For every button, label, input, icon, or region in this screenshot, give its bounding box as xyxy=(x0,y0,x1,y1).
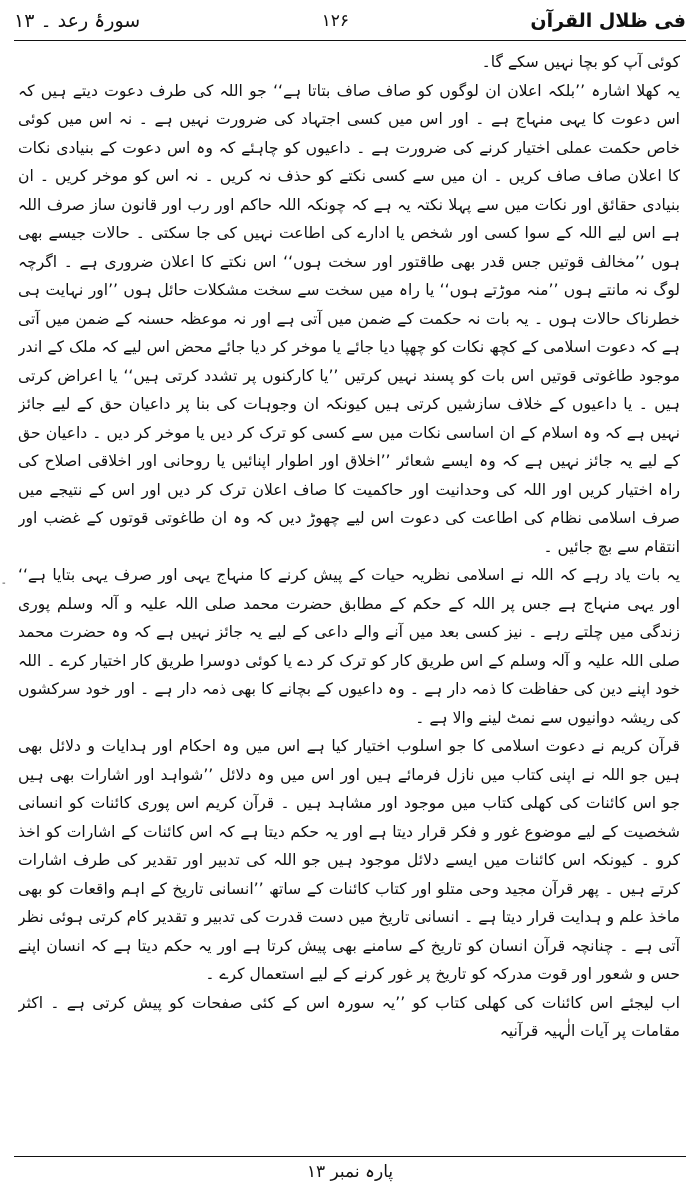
page-body xyxy=(18,48,680,1152)
header-divider xyxy=(14,40,686,41)
para-number: پارہ نمبر ۱۳ xyxy=(306,1162,394,1182)
surah-title: سورۂ رعد ۔ ۱۳ xyxy=(14,10,141,32)
margin-mark: - xyxy=(2,578,6,589)
page-header xyxy=(14,4,686,38)
paragraph-1: کوئی آپ کو بچا نہیں سکے گا۔ xyxy=(481,53,680,71)
paragraph-5: اب لیجئے اس کائنات کی کھلی کتاب کو ’’یہ سورہ اس کے کئی صفحات کو پیش کرتی ہے ۔ اکثر مقامات پر آیات الٰہیہ قرآنیہ xyxy=(18,993,680,1040)
page-footer xyxy=(0,1158,700,1186)
paragraph-4: قرآن کریم نے دعوت اسلامی کا جو اسلوب اختیار کیا ہے اس میں وہ احکام اور ہدایات و دلائل بھی ہیں جو اللہ نے اپنی کتاب میں نازل فرمائے ہیں اور اس میں وہ دلائل ’’شواہد اور اشارات بھی ہیں جو اس کائنات کی کھلی کتاب میں موجود اور مشاہد ہیں ۔ قرآن کریم اس پوری کائنات کو انسانی شخصیت کے لیے موضوع غور و فکر قرار دیتا ہے اور یہ حکم دیتا ہے کہ اس کائنات کے اشارات کو اخذ کرو ۔ کیونکہ اس کائنات میں ایسے دلائل موجود ہیں جو اللہ کی تدبیر اور تقدیر کی طرف اشارات کرتے ہیں ۔ پھر قرآن مجید وحی متلو اور کتاب کائنات کے ساتھ ’’انسانی تاریخ کے اہم واقعات کو بھی ماخذ علم و ہدایت قرار دیتا ہے ۔ انسانی تاریخ میں دست قدرت کی تدبیر و تقدیر کام کرتی ہوئی نظر آتی ہے ۔ چنانچہ قرآن انسان کو تاریخ کے سامنے بھی پیش کرتا ہے اور یہ حکم دیتا ہے کہ انسان اپنے حس و شعور اور قوت مدرکہ کو تاریخ پر غور کرنے کے لیے استعمال کرے ۔ xyxy=(18,737,680,983)
paragraph-3: یہ بات یاد رہے کہ اللہ نے اسلامی نظریہ حیات کے پیش کرنے کا منہاج یہی اور صرف یہی بتایا ہے‘‘ اور یہی منہاج ہے جس پر اللہ کے حکم کے مطابق حضرت محمد صلی اللہ علیہ و آلہ وسلم پوری زندگی میں چلتے رہے ۔ نیز کسی بعد میں آنے والے داعی کے لیے یہ جائز نہیں ہے کہ وہ حضرت محمد صلی اللہ علیہ و آلہ وسلم کے اس طریق کار کو ترک کر دے یا کوئی دوسرا طریق کار اختیار کرے ۔ اللہ خود اپنے دین کی حفاظت کا ذمہ دار ہے ۔ وہ داعیوں کے بچانے کا بھی ذمہ دار ہے ۔ اور خود سرکشوں کی ریشہ دوانیوں سے نمٹ لینے والا ہے ۔ xyxy=(18,566,680,727)
footer-divider xyxy=(14,1156,686,1157)
page-number: ۱۲۶ xyxy=(321,11,350,31)
book-title: فی ظلال القرآن xyxy=(530,10,686,32)
paragraph-2: یہ کھلا اشارہ ’’بلکہ اعلان ان لوگوں کو صاف صاف بتاتا ہے‘‘ جو اللہ کی طرف دعوت دیتے ہیں کہ اس دعوت کا یہی منہاج ہے ۔ اور اس میں کسی اجتہاد کی ضرورت نہیں ہے ۔ نہ اس میں کوئی خاص حکمت عملی اختیار کرنے کی ضرورت ہے ۔ داعیوں کو چاہئے کہ وہ اس دعوت کے بنیادی نکات کا اعلان صاف صاف کریں ۔ ان میں سے کسی نکتے کو حذف نہ کریں ۔ نہ اس کو موخر کریں ۔ ان بنیادی حقائق اور نکات میں سے پہلا نکتہ یہ ہے کہ چونکہ اللہ حاکم اور رب اور قانون ساز صرف اللہ ہے اس لیے اللہ کے سوا کسی اور شخص یا ادارے کی اطاعت نہیں کی جا سکتی ۔ حالات جیسے بھی ہوں ’’مخالف قوتیں جس قدر بھی طاقتور اور سخت ہوں‘‘ اس نکتے کا اعلان ضروری ہے ۔ اگرچہ لوگ نہ مانتے ہوں ’’منہ موڑتے ہوں‘‘ یا راہ میں سخت سے سخت مشکلات حائل ہوں ’’اور نہایت ہی خطرناک حالات ہوں ۔ یہ بات نہ حکمت کے ضمن میں آتی ہے اور نہ موعظہ حسنہ کے ضمن میں آتی ہے کہ دعوت اسلامی کے کچھ نکات کو چھپا دیا جائے یا موخر کر دیا جائے محض اس لیے کہ ملک کے اندر موجود طاغوتی قوتیں اس بات کو پسند نہیں کرتیں ’’یا کارکنوں پر تشدد کرتی ہیں‘‘ یا اعراض کرتی ہیں ۔ یا داعیوں کے خلاف سازشیں کرتی ہیں کیونکہ ان وجوہات کی بنا پر داعیان حق کے لیے جائز نہیں ہے کہ وہ اسلام کے ان اساسی نکات میں سے کسی کو ترک کر دیں یا موخر کر دیں ۔ داعیان حق کے لیے یہ جائز نہیں ہے کہ وہ ایسے شعائر ’’اخلاق اور اطوار اپنائیں یا روحانی اور اخلاقی اصلاح کی راہ اختیار کریں اور اللہ کی وحدانیت اور حاکمیت کا صاف اعلان ترک کر دیں اور اس کے نتیجے میں صرف اسلامی نظام کی اطاعت کی دعوت اس لیے چھوڑ دیں کہ وہ ان طاغوتی قوتوں کے غضب اور انتقام سے بچ جائیں ۔ xyxy=(18,81,680,556)
